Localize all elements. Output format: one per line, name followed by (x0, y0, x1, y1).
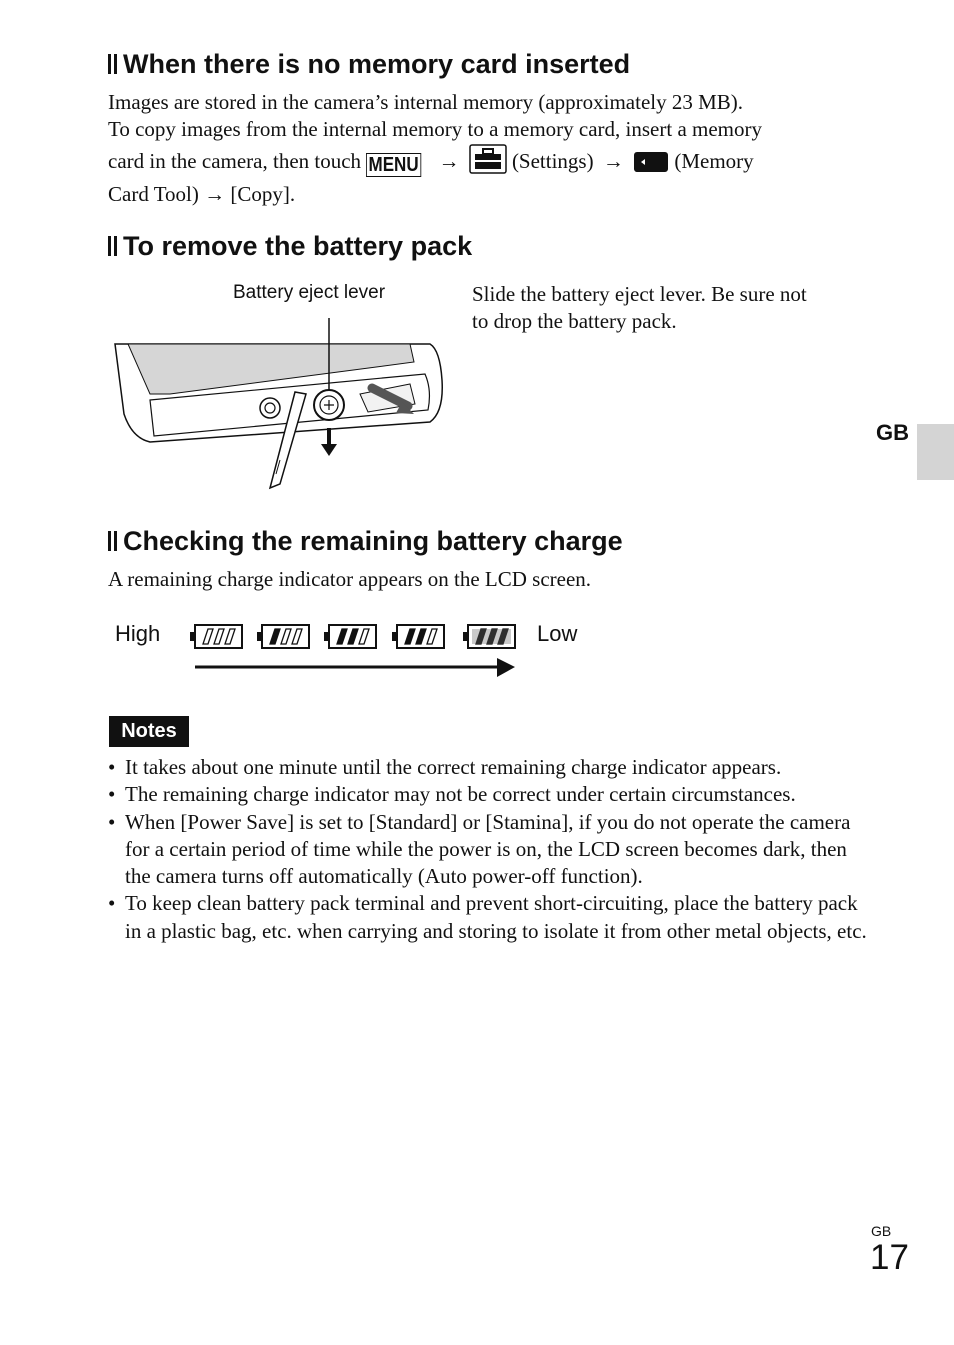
note-item: • The remaining charge indicator may not be correct under certain circumstances. (108, 781, 868, 808)
heading-battery-charge: Checking the remaining battery charge (108, 525, 623, 557)
notes-badge: Notes (109, 716, 189, 747)
remove-battery-paragraph: Slide the battery eject lever. Be sure not to drop the battery pack. (472, 282, 807, 334)
menu-icon: MENU (366, 153, 421, 177)
note-item: • It takes about one minute until the correct remaining charge indicator appears. (108, 754, 868, 781)
battery-level-icon (392, 625, 444, 648)
memory-card-tool-icon (633, 150, 669, 181)
battery-level-icon (257, 625, 309, 648)
footer-region-label: GB (871, 1223, 892, 1239)
battery-level-icon (463, 625, 515, 648)
no-card-paragraph: Images are stored in the camera’s internal memory (approximately 23 MB). To copy images from the internal memory to a memory card, insert a memory card in the camera, then touch MENU → (Settings) → (Memory Card Tool) → [Copy]. (108, 90, 762, 206)
page-number: 17 (870, 1238, 909, 1277)
notes-list (108, 754, 868, 945)
charge-high-label: High (115, 621, 161, 646)
charge-paragraph: A remaining charge indicator appears on the LCD screen. (108, 567, 592, 591)
note-item: • To keep clean battery pack terminal and prevent short-circuiting, place the battery pack in a plastic bag, etc. when carrying and storing to isolate it from other metal objects, etc. (108, 890, 868, 945)
charge-direction-arrowhead (497, 658, 515, 677)
charge-low-label: Low (537, 621, 578, 646)
side-tab (917, 424, 954, 480)
battery-level-icon (190, 625, 242, 648)
heading-remove-battery: To remove the battery pack (108, 230, 472, 262)
battery-indicator-row (185, 620, 525, 684)
note-item: • When [Power Save] is set to [Standard] or [Stamina], if you do not operate the camera for a certain period of time while the power is on, the LCD screen becomes dark, then the camera turns off automatically (Auto power-off function). (108, 809, 868, 891)
heading-no-memory-card: When there is no memory card inserted (108, 48, 630, 80)
battery-eject-lever-label: Battery eject lever (233, 282, 386, 303)
battery-level-icon (324, 625, 376, 648)
camera-bottom-illustration (110, 310, 450, 490)
settings-toolbox-icon (469, 144, 507, 181)
heading-marker-icon (108, 531, 117, 551)
heading-marker-icon (108, 236, 117, 256)
side-tab-label: GB (876, 420, 909, 445)
heading-marker-icon (108, 54, 117, 74)
